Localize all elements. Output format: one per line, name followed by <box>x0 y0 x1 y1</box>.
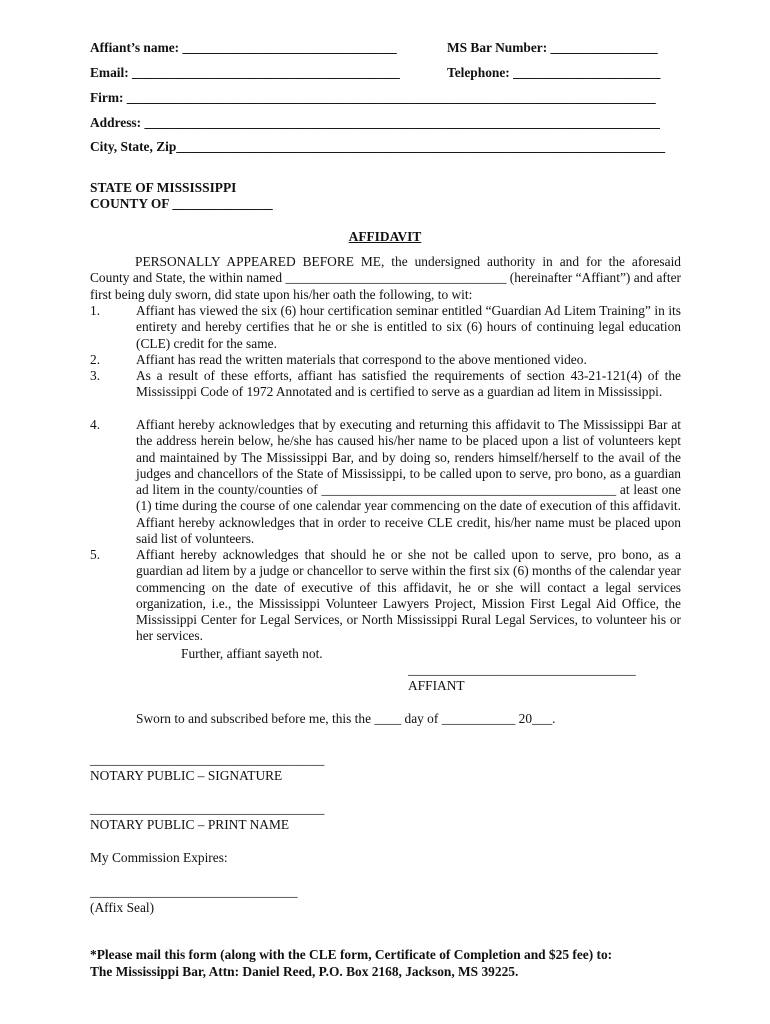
notary-print-name-line[interactable]: ___________________________________ <box>90 801 325 816</box>
affiant-name-field[interactable]: Affiant’s name: ________________________________ <box>90 40 397 55</box>
item-number: 4. <box>90 417 101 432</box>
item-number: 1. <box>90 303 101 318</box>
county-field[interactable]: COUNTY OF _______________ <box>90 196 273 211</box>
state-label: STATE OF MISSISSIPPI <box>90 180 237 195</box>
notary-print-name-label: NOTARY PUBLIC – PRINT NAME <box>90 817 290 832</box>
telephone-field[interactable]: Telephone: ______________________ <box>447 65 661 80</box>
item-number: 2. <box>90 352 101 367</box>
affiant-label: AFFIANT <box>408 678 465 693</box>
item-text: Affiant hereby acknowledges that by executing and returning this affidavit to The Mississippi Bar at the address herein below, he/she has caused his/her name to be placed upon a list of volunteers kept and maintained by The Mississippi Bar, and by doing so, renders himself/herself to the avail of the judges and chancellors of the State of Mississippi, to be called upon to serve, pro bono, as a guardian ad litem in the county/counties of ____________________________________________ at least one (1) time during the course of one calendar year commencing on the date of execution of this affidavit. Affiant hereby acknowledges that in order to receive CLE credit, his/her name must be placed upon said list of volunteers. <box>136 417 681 547</box>
item-text: Affiant has read the written materials that correspond to the above mentioned video. <box>136 352 587 367</box>
item-text: Affiant hereby acknowledges that should he or she not be called upon to serve, pro bono, as a guardian ad litem by a judge or chancellor to serve within the first six (6) months of the calendar year commencing on the date of executive of this affidavit, he or she will contact a legal services organization, i.e., the Mississippi Volunteer Lawyers Project, Mission First Legal Aid Office, the Mississippi Center for Legal Services, or North Mississippi Rural Legal Services, to volunteer his or her services. <box>136 547 681 644</box>
seal-line[interactable]: _______________________________ <box>90 884 298 899</box>
seal-label: (Affix Seal) <box>90 900 155 915</box>
notary-signature-label: NOTARY PUBLIC – SIGNATURE <box>90 768 283 783</box>
item-text: As a result of these efforts, affiant has satisfied the requirements of section 43-21-121(4) of the Mississippi Code of 1972 Annotated and is certified to serve as a guardian ad litem in Mississippi. <box>136 368 681 400</box>
document-title: AFFIDAVIT <box>348 229 422 244</box>
item-number: 5. <box>90 547 101 562</box>
bar-number-field[interactable]: MS Bar Number: ________________ <box>447 40 658 55</box>
email-field[interactable]: Email: ________________________________________ <box>90 65 400 80</box>
commission-expires: My Commission Expires: <box>90 850 228 865</box>
further-statement: Further, affiant sayeth not. <box>181 646 323 661</box>
item-text: Affiant has viewed the six (6) hour certification seminar entitled “Guardian Ad Litem Training” in its entirety and hereby certifies that he or she is entitled to six (6) hours of continuing legal education (CLE) credit for the same. <box>136 303 681 351</box>
mailing-address: The Mississippi Bar, Attn: Daniel Reed, P.O. Box 2168, Jackson, MS 39225. <box>90 964 519 979</box>
item-number: 3. <box>90 368 101 383</box>
sworn-statement[interactable]: Sworn to and subscribed before me, this the ____ day of ___________ 20___. <box>136 711 556 726</box>
address-field[interactable]: Address: _____________________________________________________________________________ <box>90 115 660 130</box>
city-state-zip-field[interactable]: City, State, Zip_________________________________________________________________________ <box>90 139 666 154</box>
affiant-signature-line[interactable]: __________________________________ <box>408 662 636 677</box>
firm-field[interactable]: Firm: _______________________________________________________________________________ <box>90 90 656 105</box>
intro-paragraph: PERSONALLY APPEARED BEFORE ME, the undersigned authority in and for the aforesaid County and State, the within named _________________________________ (hereinafter “Affiant”) and after first being duly sworn, did state upon his/her oath the following, to wit: <box>90 254 681 302</box>
notary-signature-line[interactable]: ___________________________________ <box>90 752 325 767</box>
mailing-instructions: *Please mail this form (along with the CLE form, Certificate of Completion and $25 fee) to: <box>90 947 613 962</box>
